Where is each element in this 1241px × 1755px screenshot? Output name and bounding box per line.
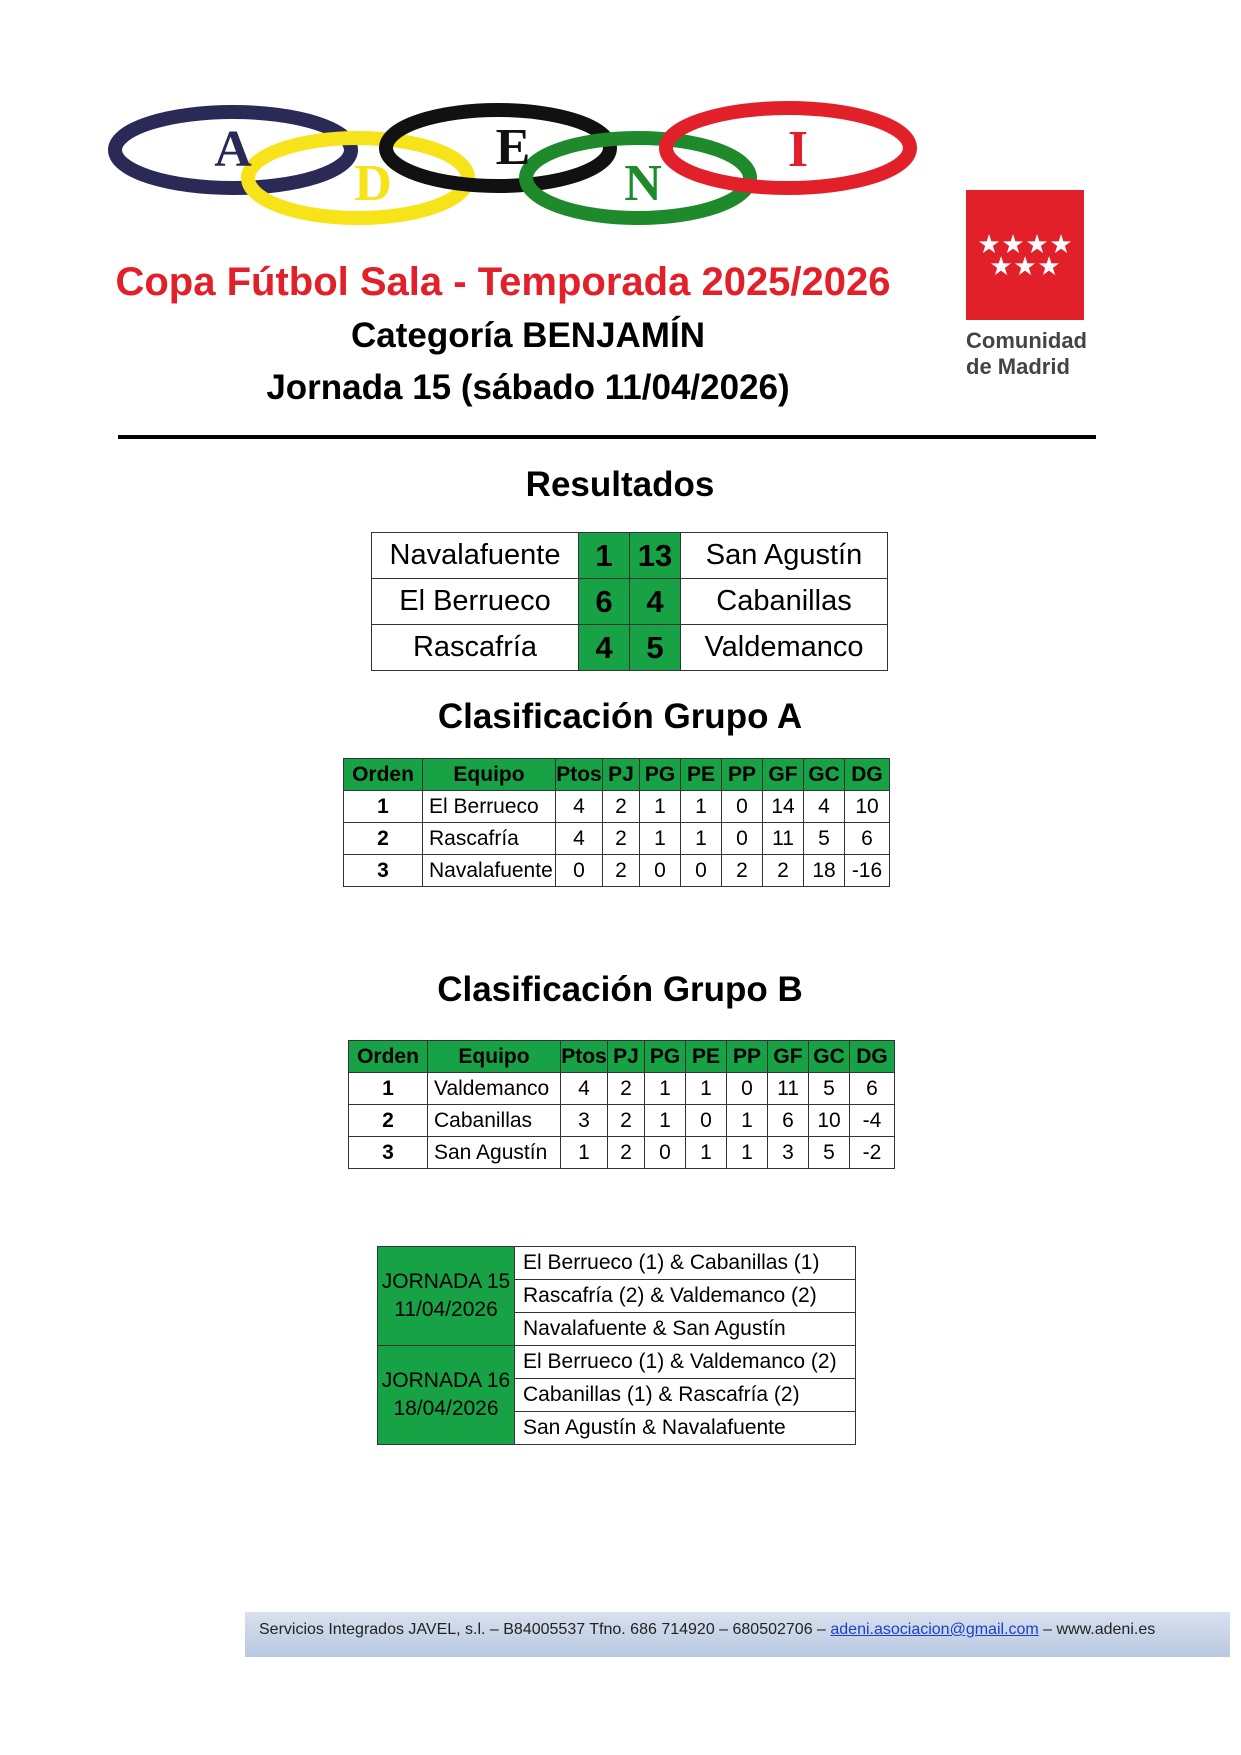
cell-goals-for: 3 (768, 1137, 809, 1169)
round-label (378, 1346, 515, 1445)
cell-team: Navalafuente (423, 855, 556, 887)
cell-won: 1 (645, 1105, 686, 1137)
cell-lost: 0 (722, 823, 763, 855)
away-team: San Agustín (681, 533, 888, 579)
results-table (371, 532, 888, 671)
cell-won: 0 (640, 855, 681, 887)
round-subtitle: Jornada 15 (sábado 11/04/2026) (266, 368, 790, 407)
cell-goal-difference: -4 (850, 1105, 895, 1137)
star-icon: ★ (1049, 230, 1073, 260)
standings-row (344, 855, 890, 887)
star-icon: ★ (1001, 230, 1025, 260)
cell-drawn: 1 (681, 791, 722, 823)
column-header-goals-against: GC (809, 1041, 850, 1073)
column-header-order: Orden (349, 1041, 428, 1073)
cell-goals-against: 18 (804, 855, 845, 887)
group-b-standings-table (348, 1040, 895, 1169)
cell-points: 4 (561, 1073, 608, 1105)
page-title: Copa Fútbol Sala - Temporada 2025/2026 (115, 260, 891, 304)
cell-goal-difference: 6 (850, 1073, 895, 1105)
home-score: 1 (579, 533, 630, 579)
cell-goals-for: 11 (763, 823, 804, 855)
column-header-team: Equipo (423, 759, 556, 791)
footer-email-link[interactable]: adeni.asociacion@gmail.com (830, 1621, 1039, 1638)
cell-order: 2 (344, 823, 423, 855)
column-header-drawn: PE (686, 1041, 727, 1073)
star-icon: ★ (1013, 252, 1037, 282)
cell-goals-for: 6 (768, 1105, 809, 1137)
comunidad-madrid-logo (966, 190, 1084, 320)
star-icon: ★ (989, 252, 1013, 282)
madrid-label-line2: de Madrid (966, 354, 1070, 379)
cell-won: 1 (640, 791, 681, 823)
cell-team: Cabanillas (428, 1105, 561, 1137)
cell-points: 0 (556, 855, 603, 887)
cell-played: 2 (603, 791, 640, 823)
cell-won: 1 (645, 1073, 686, 1105)
column-header-team: Equipo (428, 1041, 561, 1073)
cell-lost: 2 (722, 855, 763, 887)
cell-points: 4 (556, 823, 603, 855)
cell-played: 2 (603, 823, 640, 855)
fixture: Cabanillas (1) & Rascafría (2) (515, 1379, 856, 1412)
cell-drawn: 0 (681, 855, 722, 887)
cell-team: San Agustín (428, 1137, 561, 1169)
cell-team: El Berrueco (423, 791, 556, 823)
fixture: El Berrueco (1) & Cabanillas (1) (515, 1247, 856, 1280)
footer-website: – www.adeni.es (1038, 1621, 1156, 1638)
column-header-points: Ptos (556, 759, 603, 791)
cell-played: 2 (608, 1073, 645, 1105)
adeni-logo (108, 100, 928, 230)
group-a-standings-table (343, 758, 890, 887)
home-score: 4 (579, 625, 630, 671)
result-row (372, 625, 888, 671)
cell-lost: 1 (727, 1105, 768, 1137)
cell-order: 3 (344, 855, 423, 887)
column-header-goal-difference: DG (845, 759, 890, 791)
round-name: JORNADA 15 (381, 1270, 511, 1293)
away-team: Valdemanco (681, 625, 888, 671)
home-team: Rascafría (372, 625, 579, 671)
round-label (378, 1247, 515, 1346)
cell-goals-against: 4 (804, 791, 845, 823)
home-team: El Berrueco (372, 579, 579, 625)
cell-drawn: 1 (686, 1137, 727, 1169)
cell-goal-difference: -16 (845, 855, 890, 887)
logo-letter-a: A (214, 121, 252, 178)
cell-goals-against: 5 (809, 1137, 850, 1169)
star-icon: ★ (977, 230, 1001, 260)
cell-drawn: 1 (681, 823, 722, 855)
cell-played: 2 (608, 1137, 645, 1169)
schedule-row (378, 1346, 856, 1379)
column-header-played: PJ (608, 1041, 645, 1073)
cell-goals-against: 5 (804, 823, 845, 855)
logo-letter-d: D (354, 155, 392, 212)
group-a-heading: Clasificación Grupo A (437, 697, 803, 736)
logo-letter-n: N (624, 155, 662, 212)
divider (118, 435, 1096, 439)
comunidad-madrid-label (966, 328, 1126, 380)
cell-played: 2 (608, 1105, 645, 1137)
home-score: 6 (579, 579, 630, 625)
cell-lost: 0 (722, 791, 763, 823)
standings-row (349, 1137, 895, 1169)
fixture: Navalafuente & San Agustín (515, 1313, 856, 1346)
cell-order: 1 (349, 1073, 428, 1105)
standings-row (349, 1073, 895, 1105)
cell-order: 1 (344, 791, 423, 823)
cell-goals-for: 14 (763, 791, 804, 823)
column-header-order: Orden (344, 759, 423, 791)
cell-goals-against: 5 (809, 1073, 850, 1105)
cell-points: 1 (561, 1137, 608, 1169)
result-row (372, 579, 888, 625)
cell-goals-against: 10 (809, 1105, 850, 1137)
cell-goals-for: 11 (768, 1073, 809, 1105)
results-heading: Resultados (525, 465, 715, 504)
fixture: El Berrueco (1) & Valdemanco (2) (515, 1346, 856, 1379)
footer-text: Servicios Integrados JAVEL, s.l. – B84005537 Tfno. 686 714920 – 680502706 – (259, 1621, 831, 1638)
cell-order: 3 (349, 1137, 428, 1169)
cell-lost: 1 (727, 1137, 768, 1169)
schedule-row (378, 1247, 856, 1280)
column-header-goals-for: GF (763, 759, 804, 791)
column-header-goals-for: GF (768, 1041, 809, 1073)
column-header-points: Ptos (561, 1041, 608, 1073)
schedule-table (377, 1246, 856, 1445)
fixture: San Agustín & Navalafuente (515, 1412, 856, 1445)
cell-drawn: 1 (686, 1073, 727, 1105)
column-header-played: PJ (603, 759, 640, 791)
round-date: 18/04/2026 (393, 1397, 499, 1420)
cell-order: 2 (349, 1105, 428, 1137)
cell-goal-difference: -2 (850, 1137, 895, 1169)
away-score: 13 (630, 533, 681, 579)
madrid-label-line1: Comunidad (966, 328, 1087, 353)
home-team: Navalafuente (372, 533, 579, 579)
standings-row (344, 791, 890, 823)
cell-team: Rascafría (423, 823, 556, 855)
column-header-won: PG (640, 759, 681, 791)
away-score: 4 (630, 579, 681, 625)
cell-goal-difference: 10 (845, 791, 890, 823)
fixture: Rascafría (2) & Valdemanco (2) (515, 1280, 856, 1313)
round-date: 11/04/2026 (394, 1298, 498, 1321)
standings-row (344, 823, 890, 855)
star-icon: ★ (1025, 230, 1049, 260)
star-icon: ★ (1037, 252, 1061, 282)
column-header-won: PG (645, 1041, 686, 1073)
category-subtitle: Categoría BENJAMÍN (351, 316, 705, 355)
round-name: JORNADA 16 (381, 1369, 511, 1392)
column-header-lost: PP (722, 759, 763, 791)
cell-won: 1 (640, 823, 681, 855)
cell-goal-difference: 6 (845, 823, 890, 855)
group-b-heading: Clasificación Grupo B (437, 970, 803, 1009)
logo-letter-i: I (787, 121, 809, 178)
footer (245, 1612, 1230, 1657)
cell-lost: 0 (727, 1073, 768, 1105)
column-header-drawn: PE (681, 759, 722, 791)
cell-played: 2 (603, 855, 640, 887)
cell-points: 3 (561, 1105, 608, 1137)
standings-row (349, 1105, 895, 1137)
cell-team: Valdemanco (428, 1073, 561, 1105)
result-row (372, 533, 888, 579)
cell-goals-for: 2 (763, 855, 804, 887)
cell-points: 4 (556, 791, 603, 823)
away-score: 5 (630, 625, 681, 671)
away-team: Cabanillas (681, 579, 888, 625)
column-header-goal-difference: DG (850, 1041, 895, 1073)
logo-letter-e: E (495, 119, 531, 176)
column-header-lost: PP (727, 1041, 768, 1073)
cell-won: 0 (645, 1137, 686, 1169)
cell-drawn: 0 (686, 1105, 727, 1137)
column-header-goals-against: GC (804, 759, 845, 791)
